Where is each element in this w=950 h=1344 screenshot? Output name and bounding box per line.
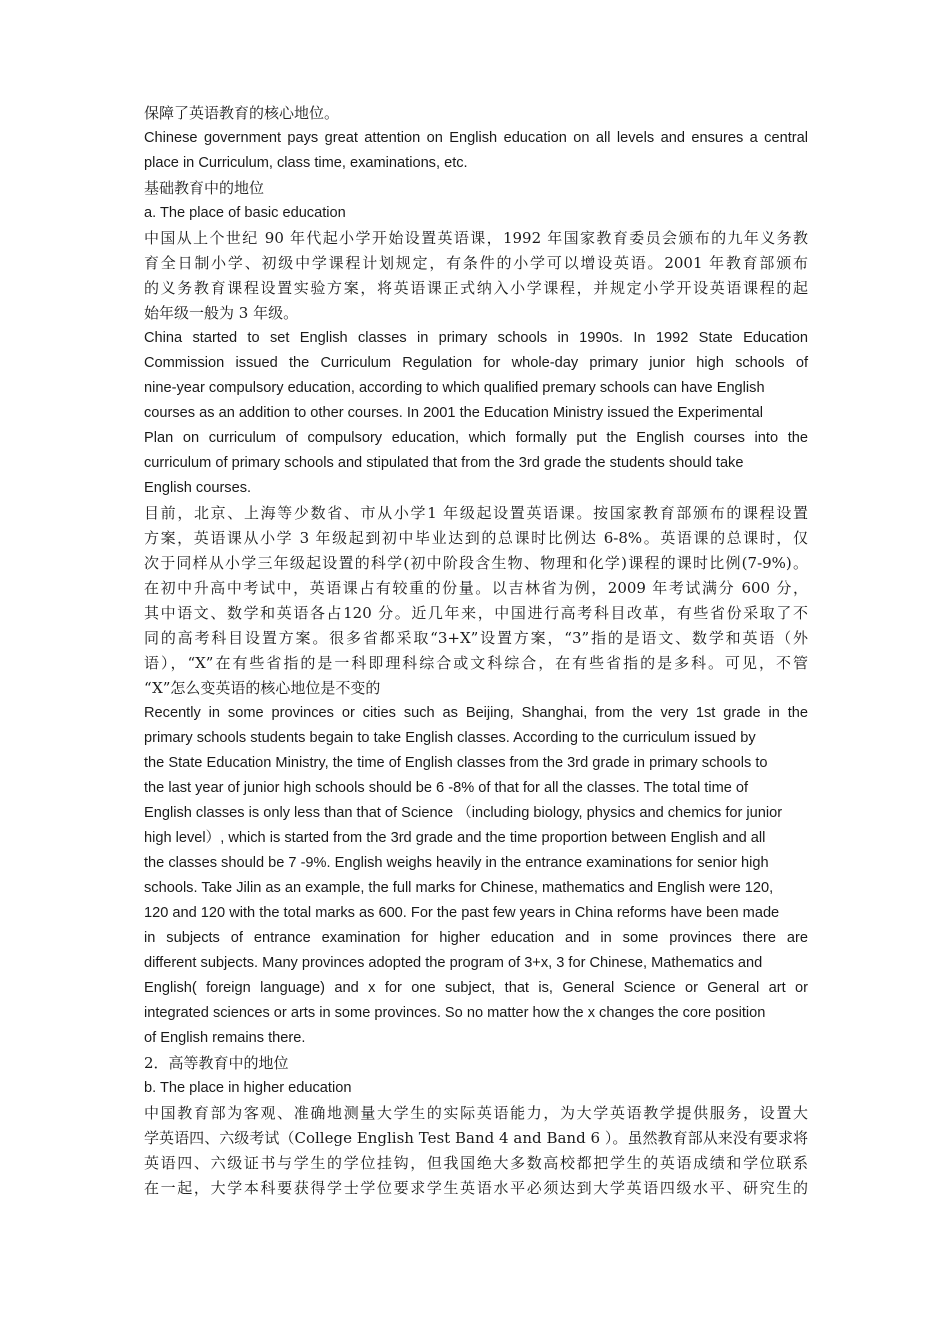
text-line: 英语四、六级证书与学生的学位挂钩，但我国绝大多数高校都把学生的英语成绩和学位联系 [144,1154,808,1172]
text-line: the classes should be 7 -9%. English weighs heavily in the entrance examinations for senior high [144,855,769,871]
section-heading: a. The place of basic education [144,205,346,221]
text-line: 方案，英语课从小学 3 年级起到初中毕业达到的总课时比例达 6-8%。英语课的总课时，仅 [144,529,808,547]
text-line: 中国教育部为客观、准确地测量大学生的实际英语能力，为大学英语教学提供服务，设置大 [144,1104,808,1122]
text-line: place in Curriculum, class time, examinations, etc. [144,155,468,171]
text-line: Commission issued the Curriculum Regulation for whole-day primary junior high schools of [144,355,808,371]
text-line: 在一起，大学本科要获得学士学位要求学生英语水平必须达到大学英语四级水平、研究生的 [144,1179,808,1197]
section-heading: 2．高等教育中的地位 [144,1054,289,1072]
text-line: 始年级一般为 3 年级。 [144,304,299,322]
text-line: 其中语文、数学和英语各占120 分。近几年来，中国进行高考科目改革，有些省份采取了不 [144,604,808,622]
text-line: “X”怎么变英语的核心地位是不变的 [144,679,381,697]
text-line: China started to set English classes in primary schools in 1990s. In 1992 State Education [144,330,808,346]
text-line: curriculum of primary schools and stipulated that from the 3rd grade the students should take [144,455,744,471]
text-line: the State Education Ministry, the time of English classes from the 3rd grade in primary schools to [144,755,768,771]
text-line: 语），“X”在有些省指的是一科即理科综合或文科综合，在有些省指的是多科。可见，不管 [144,654,808,672]
text-line: 育全日制小学、初级中学课程计划规定，有条件的小学可以增设英语。2001 年教育部颁布 [144,254,808,272]
text-line: the last year of junior high schools should be 6 -8% of that for all the classes. The total time of [144,780,749,796]
section-heading: b. The place in higher education [144,1080,352,1096]
text-line: in subjects of entrance examination for higher education and in some provinces there are [144,930,808,946]
text-line: 中国从上个世纪 90 年代起小学开始设置英语课，1992 年国家教育委员会颁布的九年义务教 [144,229,808,247]
text-line: 同的高考科目设置方案。很多省都采取“3+X”设置方案，“3”指的是语文、数学和英语（外 [144,629,808,647]
text-line: courses as an addition to other courses. In 2001 the Education Ministry issued the Experimental [144,405,763,421]
text-line: 目前，北京、上海等少数省、市从小学1 年级起设置英语课。按国家教育部颁布的课程设置 [144,504,808,522]
text-line: 120 and 120 with the total marks as 600. For the past few years in China reforms have been made [144,905,780,921]
text-line: English( foreign language) and x for one subject, that is, General Science or General art or [144,980,808,996]
text-line: 学英语四、六级考试（College English Test Band 4 and Band 6 ）。虽然教育部从来没有要求将 [144,1129,808,1147]
text-line: primary schools students begain to take English classes. According to the curriculum issued by [144,730,756,746]
text-line: integrated sciences or arts in some provinces. So no matter how the x changes the core position [144,1005,766,1021]
text-line: high level）, which is started from the 3rd grade and the time proportion between English and all [144,830,766,846]
text-line: nine-year compulsory education, according to which qualified premary schools can have English [144,380,765,396]
text-line: English courses. [144,480,252,496]
text-line: 的义务教育课程设置实验方案，将英语课正式纳入小学课程，并规定小学开设英语课程的起 [144,279,808,297]
section-heading: 基础教育中的地位 [144,179,265,197]
text-line: Chinese government pays great attention on English education on all levels and ensures a central [144,130,808,146]
text-line: Recently in some provinces or cities such as Beijing, Shanghai, from the very 1st grade in the [144,705,808,721]
text-line: 在初中升高中考试中，英语课占有较重的份量。以吉林省为例，2009 年考试满分 600 分， [144,579,808,597]
text-line: English classes is only less than that of Science （including biology, physics and chemics for junior [144,805,783,821]
text-line: different subjects. Many provinces adopted the program of 3+x, 3 for Chinese, Mathematics and [144,955,763,971]
text-line: schools. Take Jilin as an example, the full marks for Chinese, mathematics and English were 120, [144,880,774,896]
text-line: 保障了英语教育的核心地位。 [144,104,340,122]
text-line: Plan on curriculum of compulsory education, which formally put the English courses into the [144,430,808,446]
text-line: of English remains there. [144,1030,306,1046]
text-line: 次于同样从小学三年级起设置的科学(初中阶段含生物、物理和化学)课程的课时比例(7-9%)。 [144,554,808,572]
